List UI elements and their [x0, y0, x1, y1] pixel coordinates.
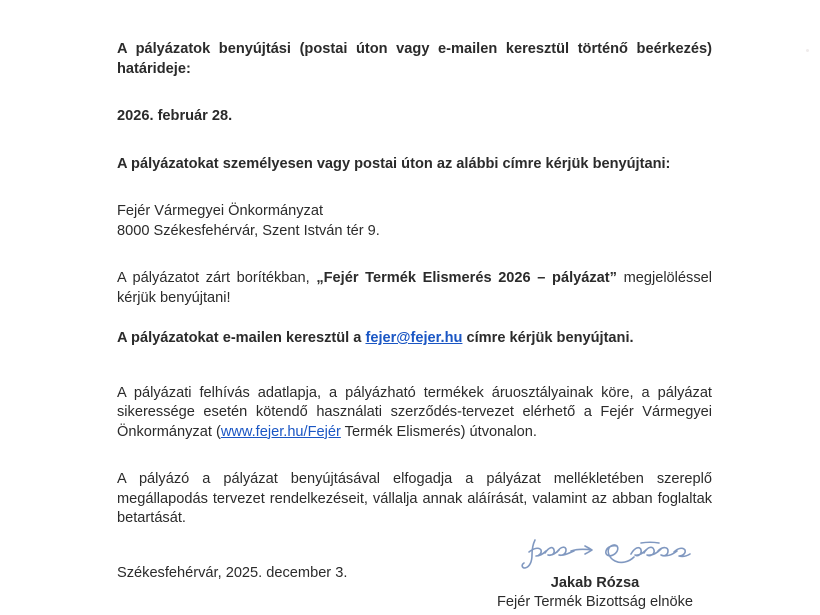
spacer	[117, 127, 712, 155]
deadline-date: 2026. február 28.	[117, 108, 233, 124]
spacer	[117, 174, 712, 202]
info-text-before: A pályázati felhívás adatlapja, a pályázható termékek áruosztályainak köre, a pályázat sikeressége esetén kötendő használati szerződés-tervezet elérhető a Fejér Vármegyei Önkormányzat (	[117, 384, 712, 440]
deadline-heading: A pályázatok benyújtási (postai úton vagy e-mailen keresztül történő beérkezés) határideje:	[117, 41, 712, 77]
signer-name: Jakab Rózsa	[550, 575, 640, 591]
info-text-after: Termék Elismerés) útvonalon.	[340, 423, 537, 440]
envelope-text-after: megjelöléssel kérjük benyújtani!	[117, 270, 712, 306]
spacer	[117, 308, 712, 329]
document-body	[117, 40, 712, 583]
scan-speck	[806, 49, 809, 52]
acceptance-paragraph: A pályázó a pályázat benyújtásával elfogadja a pályázat mellékletében szereplő megállapodás tervezet rendelkezéseit, vállalja annak aláírását, valamint az abban foglaltak betartását.	[117, 471, 712, 526]
signer-title: Fejér Termék Bizottság elnöke	[496, 594, 694, 610]
email-text-after: címre kérjük benyújtani.	[462, 330, 634, 346]
envelope-paragraph	[117, 269, 712, 308]
place-and-date: Székesfehérvár, 2025. december 3.	[117, 564, 348, 581]
website-link[interactable]: www.fejer.hu/Fejér	[220, 423, 341, 440]
info-paragraph	[117, 384, 712, 443]
address-line-1: Fejér Vármegyei Önkormányzat	[117, 203, 324, 219]
spacer	[117, 79, 712, 107]
spacer	[117, 349, 712, 384]
signature-block	[430, 534, 760, 612]
submission-heading: A pályázatokat személyesen vagy postai úton az alábbi címre kérjük benyújtani:	[117, 155, 671, 172]
email-link[interactable]: fejer@fejer.hu	[365, 330, 463, 346]
email-paragraph	[117, 329, 712, 349]
spacer	[117, 442, 712, 470]
signature-handwriting-icon	[495, 534, 695, 574]
spacer	[117, 241, 712, 269]
envelope-quoted-title: „Fejér Termék Elismerés 2026 – pályázat”	[316, 270, 617, 286]
email-text-before: A pályázatokat e-mailen keresztül a	[117, 330, 366, 346]
envelope-text-before: A pályázatot zárt borítékban,	[117, 270, 317, 286]
address-line-2: 8000 Székesfehérvár, Szent István tér 9.	[117, 222, 380, 239]
